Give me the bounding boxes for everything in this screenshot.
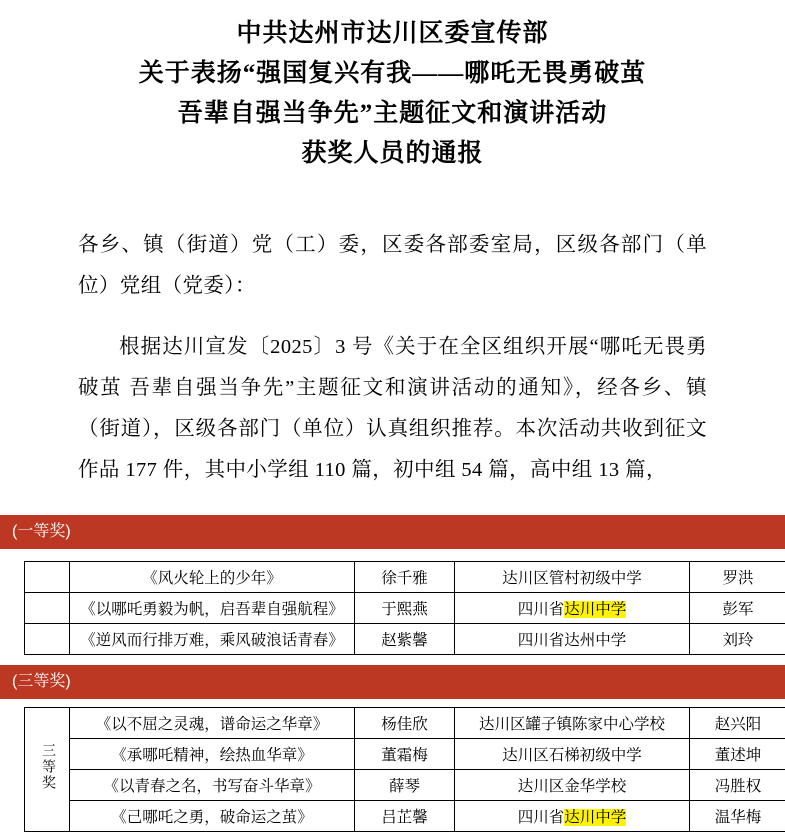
work-cell: 《己哪吒之勇，破命运之茧》: [70, 801, 355, 832]
school-text: 四川省: [518, 809, 565, 826]
paragraph-addressee: 各乡、镇（街道）党（工）委，区委各部委室局，区级各部门（单位）党组（党委）：: [78, 225, 707, 307]
author-cell: 杨佳欣: [355, 708, 455, 739]
author-cell: 薛琴: [355, 770, 455, 801]
school-highlight: 达川中学: [564, 601, 626, 618]
band-third-prize: (三等奖): [0, 665, 785, 699]
work-cell: 《承哪吒精神，绘热血华章》: [70, 739, 355, 770]
rank-cell: [25, 562, 70, 593]
author-cell: 董霜梅: [355, 739, 455, 770]
table-row: [25, 624, 785, 655]
author-cell: 赵紫馨: [355, 624, 455, 655]
work-cell: 《逆风而行排万难，乘风破浪话青春》: [70, 624, 355, 655]
title-line-2: 关于表扬“强国复兴有我——哪吒无畏勇破茧: [70, 54, 715, 94]
third-prize-table: [24, 707, 785, 832]
title-line-1: 中共达州市达川区委宣传部: [70, 14, 715, 54]
third-prize-table-wrap: [0, 707, 785, 832]
teacher-cell: 罗洪: [690, 562, 785, 593]
first-prize-table: [24, 561, 785, 655]
document-title: [0, 0, 785, 174]
teacher-cell: 赵兴阳: [690, 708, 785, 739]
school-text: 四川省达州中学: [518, 632, 627, 649]
teacher-cell: 刘玲: [690, 624, 785, 655]
rank-cell: [25, 708, 70, 832]
school-cell: [455, 739, 690, 770]
table-row: [25, 770, 785, 801]
table-row: [25, 801, 785, 832]
school-cell: [455, 624, 690, 655]
rank-cell: [25, 624, 70, 655]
work-cell: 《以不屈之灵魂，谱命运之华章》: [70, 708, 355, 739]
table-row: [25, 739, 785, 770]
school-text: 达川区金华学校: [518, 778, 627, 795]
band-first-prize: (一等奖): [0, 515, 785, 549]
teacher-cell: 彭军: [690, 593, 785, 624]
work-cell: 《风火轮上的少年》: [70, 562, 355, 593]
rank-cell: [25, 593, 70, 624]
paragraph-intro: 根据达川宣发〔2025〕3 号《关于在全区组织开展“哪吒无畏勇破茧 吾辈自强当争先”主题征文和演讲活动的通知》，经各乡、镇（街道），区级各部门（单位）认真组织推荐。本次活动共收到征文作品 177 件，其中小学组 110 篇，初中组 54 篇，高中组 13 篇，: [78, 327, 707, 491]
title-line-4: 获奖人员的通报: [70, 134, 715, 174]
author-cell: 于熙燕: [355, 593, 455, 624]
teacher-cell: 温华梅: [690, 801, 785, 832]
document-body: [0, 174, 785, 491]
rank-label: 三等奖: [37, 743, 57, 791]
first-prize-table-wrap: [0, 561, 785, 655]
table-row: [25, 562, 785, 593]
author-cell: 徐千雅: [355, 562, 455, 593]
school-cell: [455, 593, 690, 624]
school-cell: [455, 801, 690, 832]
table-row: [25, 593, 785, 624]
teacher-cell: 冯胜权: [690, 770, 785, 801]
author-cell: 吕芷馨: [355, 801, 455, 832]
school-text: 达川区管村初级中学: [502, 570, 642, 587]
school-cell: [455, 770, 690, 801]
work-cell: 《以哪吒勇毅为帆，启吾辈自强航程》: [70, 593, 355, 624]
table-row: [25, 708, 785, 739]
school-text: 四川省: [518, 601, 565, 618]
title-line-3: 吾辈自强当争先”主题征文和演讲活动: [70, 94, 715, 134]
teacher-cell: 董述坤: [690, 739, 785, 770]
school-text: 达川区罐子镇陈家中心学校: [479, 716, 665, 733]
school-cell: [455, 562, 690, 593]
work-cell: 《以青春之名，书写奋斗华章》: [70, 770, 355, 801]
school-text: 达川区石梯初级中学: [502, 747, 642, 764]
school-highlight: 达川中学: [564, 809, 626, 826]
school-cell: [455, 708, 690, 739]
